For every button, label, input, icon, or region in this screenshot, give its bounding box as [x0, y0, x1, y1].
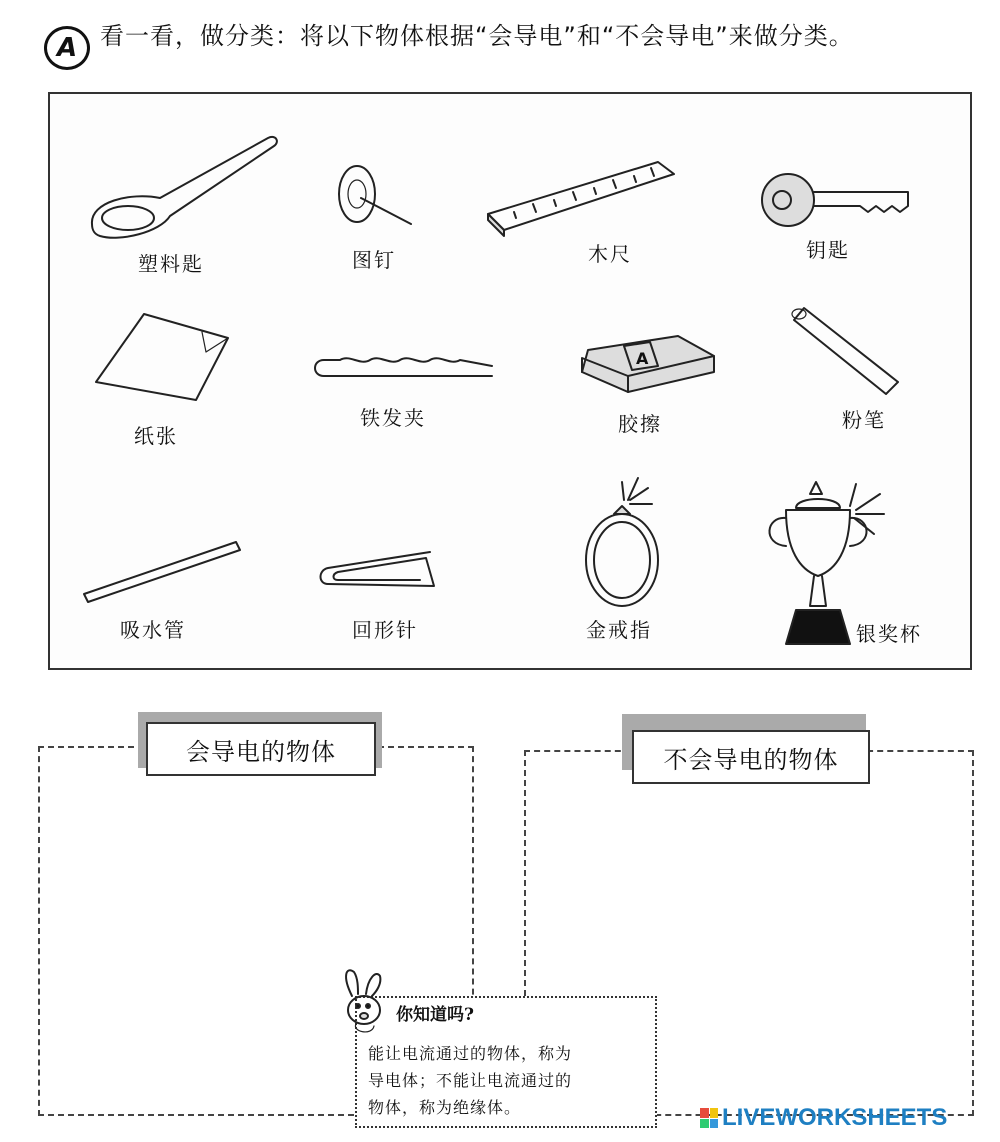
- paper-clip-icon: [318, 550, 438, 590]
- object-label: 木尺: [588, 242, 632, 266]
- did-you-know-body: [368, 1040, 648, 1121]
- gold-ring-icon: [582, 470, 662, 610]
- object-label: 图钉: [352, 248, 396, 272]
- object-label: 金戒指: [586, 618, 652, 642]
- did-you-know-line: 能让电流通过的物体，称为: [368, 1044, 573, 1063]
- object-label: 铁发夹: [360, 406, 426, 430]
- did-you-know-title: 你知道吗?: [396, 1005, 474, 1025]
- object-label: 回形针: [352, 618, 418, 642]
- logo-mark-icon: [700, 1108, 718, 1128]
- paper-icon: [94, 312, 234, 402]
- conductive-heading: 会导电的物体: [146, 722, 376, 776]
- iron-hairpin-icon: [310, 352, 494, 382]
- logo-text: LIVEWORKSHEETS: [722, 1104, 948, 1131]
- did-you-know-line: 导电体；不能让电流通过的: [368, 1071, 573, 1090]
- instruction-text: 看一看，做分类：将以下物体根据“会导电”和“不会导电”来做分类。: [100, 22, 854, 50]
- straw-icon: [82, 540, 242, 604]
- plastic-spoon-icon: [90, 132, 280, 242]
- section-badge: A: [44, 26, 90, 70]
- liveworksheets-logo: [700, 1104, 947, 1132]
- object-label: 纸张: [134, 424, 178, 448]
- non-conductive-heading: 不会导电的物体: [632, 730, 870, 784]
- thumbtack-icon: [335, 162, 415, 232]
- did-you-know-line: 物体，称为绝缘体。: [368, 1098, 522, 1117]
- svg-text:A: A: [636, 349, 649, 368]
- object-label: 钥匙: [806, 238, 850, 262]
- rabbit-mascot-icon: [338, 966, 392, 1038]
- eraser-icon: [578, 332, 718, 396]
- chalk-icon: [790, 306, 900, 396]
- object-label: 吸水管: [120, 618, 186, 642]
- key-icon: [760, 170, 910, 230]
- object-label: 粉笔: [842, 408, 886, 432]
- object-label: 塑料匙: [138, 252, 204, 276]
- wooden-ruler-icon: [486, 158, 676, 238]
- object-label: 银奖杯: [856, 622, 922, 646]
- object-label: 胶擦: [618, 412, 662, 436]
